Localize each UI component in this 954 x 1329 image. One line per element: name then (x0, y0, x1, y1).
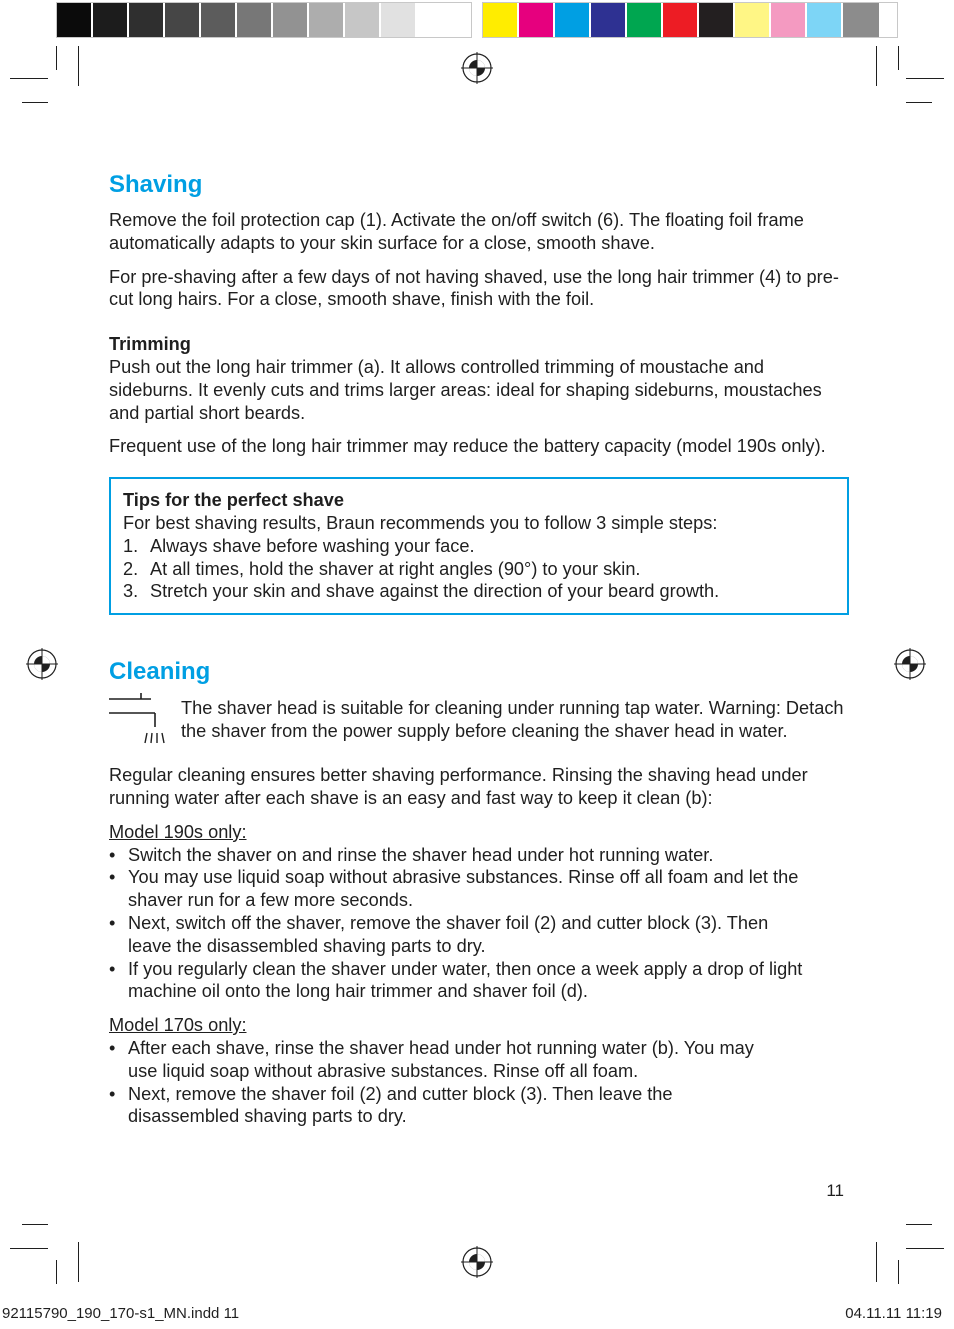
crop-mark (22, 1224, 48, 1225)
trimming-paragraph: Frequent use of the long hair trimmer may reduce the battery capacity (model 190s only). (109, 436, 826, 457)
model-190s-heading: Model 190s only: (109, 821, 247, 842)
swatch (237, 3, 273, 37)
swatch (417, 3, 453, 37)
registration-mark-icon (461, 1246, 493, 1278)
step-number: 2. (123, 558, 139, 579)
shaving-paragraph: Remove the foil protection cap (1). Activate the on/off switch (6). The floating foil frame automatically adapts to your skin surface for a close, smooth shave. (109, 210, 804, 253)
list-item (109, 912, 849, 958)
tips-step (123, 558, 835, 581)
crop-mark (906, 1248, 944, 1249)
trimming-subheading: Trimming (109, 334, 191, 355)
step-text: Stretch your skin and shave against the direction of your beard growth. (150, 581, 720, 602)
swatch (93, 3, 129, 37)
bullet: • (109, 912, 116, 933)
list-item (109, 866, 849, 912)
crop-mark (906, 78, 944, 79)
list-item-text: Switch the shaver on and rinse the shaver head under hot running water. (128, 844, 714, 865)
swatch (843, 3, 879, 37)
crop-mark (876, 1242, 877, 1282)
list-item-text: You may use liquid soap without abrasive substances. Rinse off all foam and let the shaver run for a few more seconds. (128, 867, 799, 911)
bullet: • (109, 1083, 116, 1104)
cleaning-heading: Cleaning (109, 658, 211, 686)
swatch (519, 3, 555, 37)
page-number: 11 (826, 1181, 844, 1200)
swatch (771, 3, 807, 37)
manual-page-content (109, 170, 849, 1128)
tips-box (109, 477, 849, 615)
swatch (57, 3, 93, 37)
crop-mark (10, 78, 48, 79)
list-item (109, 958, 849, 1004)
swatch (699, 3, 735, 37)
crop-mark (898, 1260, 899, 1284)
file-slug: 92115790_190_170-s1_MN.indd 11 (2, 1305, 240, 1322)
swatch (201, 3, 237, 37)
list-item (109, 1037, 849, 1083)
swatch (309, 3, 345, 37)
swatch (483, 3, 519, 37)
process-color-bar (482, 2, 898, 38)
tips-title: Tips for the perfect shave (123, 490, 345, 511)
crop-mark (906, 102, 932, 103)
list-item (109, 1083, 849, 1129)
list-item-text: Next, remove the shaver foil (2) and cutter block (3). Then leave the disassembled shaving parts to dry. (128, 1083, 673, 1127)
swatch (129, 3, 165, 37)
swatch (345, 3, 381, 37)
step-number: 3. (123, 581, 139, 602)
crop-mark (56, 46, 57, 70)
bullet: • (109, 867, 116, 888)
tips-step (123, 580, 835, 603)
tap-water-text: The shaver head is suitable for cleaning under running tap water. Warning: Detach the shaver from the power supply before cleaning the shaver head in water. (181, 698, 844, 741)
step-text: Always shave before washing your face. (150, 535, 475, 556)
swatch (807, 3, 843, 37)
trimming-paragraph: Push out the long hair trimmer (a). It allows controlled trimming of moustache and sideburns. It evenly cuts and trims larger areas: ideal for shaping sideburns, moustaches and partial short beards. (109, 356, 822, 423)
tips-step (123, 535, 835, 558)
bullet: • (109, 958, 116, 979)
swatch (735, 3, 771, 37)
crop-mark (898, 46, 899, 70)
crop-mark (876, 46, 877, 86)
grayscale-color-bar (56, 2, 472, 38)
list-item-text: After each shave, rinse the shaver head under hot running water (b). You may use liquid soap without abrasive substances. Rinse off all foam. (128, 1037, 754, 1081)
swatch (555, 3, 591, 37)
swatch (165, 3, 201, 37)
crop-mark (10, 1248, 48, 1249)
swatch (627, 3, 663, 37)
date-slug: 04.11.11 11:19 (845, 1305, 942, 1322)
crop-mark (22, 102, 48, 103)
crop-mark (78, 46, 79, 86)
registration-mark-icon (26, 648, 58, 680)
crop-mark (78, 1242, 79, 1282)
model-170s-heading: Model 170s only: (109, 1015, 247, 1036)
running-tap-water-icon (109, 693, 181, 753)
bullet: • (109, 1037, 116, 1058)
step-text: At all times, hold the shaver at right angles (90°) to your skin. (150, 558, 641, 579)
crop-mark (906, 1224, 932, 1225)
tips-intro: For best shaving results, Braun recommends you to follow 3 simple steps: (123, 512, 718, 533)
tap-water-note (109, 693, 849, 753)
step-number: 1. (123, 535, 139, 556)
registration-mark-icon (894, 648, 926, 680)
swatch (663, 3, 699, 37)
list-item-text: Next, switch off the shaver, remove the shaver foil (2) and cutter block (3). Then leave the disassembled shaving parts to dry. (128, 912, 769, 956)
shaving-paragraph: For pre-shaving after a few days of not having shaved, use the long hair trimmer (4) to pre-cut long hairs. For a close, smooth shave, finish with the foil. (109, 266, 839, 310)
list-item (109, 844, 849, 867)
list-item-text: If you regularly clean the shaver under water, then once a week apply a drop of light machine oil onto the long hair trimmer and shaver foil (d). (128, 958, 803, 1002)
shaving-heading: Shaving (109, 171, 203, 198)
registration-mark-icon (461, 52, 493, 84)
cleaning-paragraph: Regular cleaning ensures better shaving performance. Rinsing the shaving head under running water after each shave is an easy and fast way to keep it clean (b): (109, 765, 808, 808)
swatch (591, 3, 627, 37)
swatch (381, 3, 417, 37)
crop-mark (56, 1260, 57, 1284)
bullet: • (109, 844, 116, 865)
swatch (273, 3, 309, 37)
